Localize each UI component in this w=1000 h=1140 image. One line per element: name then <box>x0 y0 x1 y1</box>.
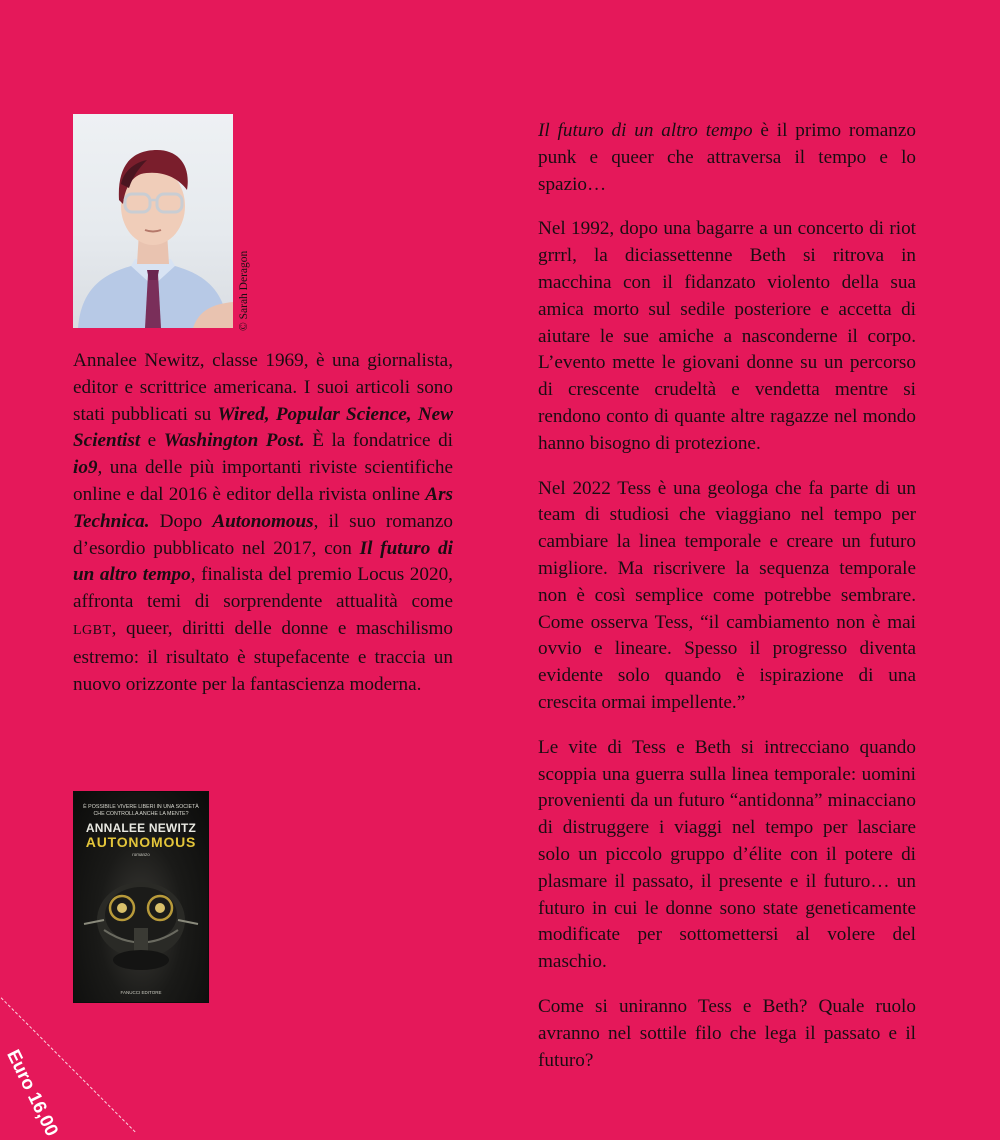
blurb-paragraph-1 <box>538 118 916 198</box>
cover-title: AUTONOMOUS <box>85 834 197 850</box>
bio-abbreviation: LGBT <box>73 622 112 638</box>
bio-text: Dopo <box>149 510 213 532</box>
photo-credit: © Sarah Deragon <box>238 250 250 331</box>
cover-author: ANNALEE NEWITZ <box>85 821 197 835</box>
cover-tag: romanzo <box>132 852 150 857</box>
cover-publisher: FANUCCI EDITORE <box>120 990 162 995</box>
book-blurb <box>538 118 916 1092</box>
bio-magazine-title: Ars Technica. <box>73 483 453 532</box>
bio-book-title: Autonomous <box>212 510 314 532</box>
cover-tagline: È POSSIBILE VIVERE LIBERI IN UNA SOCIETÀ CHE CONTROLLA ANCHE LA MENTE? <box>83 804 199 817</box>
blurb-paragraph-3: Nel 2022 Tess è una geologa che fa parte di un team di studiosi che viaggiano nel tempo per cambiare la linea temporale e creare un futuro migliore. Ma riscrivere la sequenza temporale non è così semplice come potrebbe sembrare. Come osserva Tess, “il cambiamento non è mai ovvio e lineare. Spesso il progresso diventa evidente solo quando è ispirazione di una crescita ormai impellente.” <box>538 477 916 713</box>
blurb-paragraph-2: Nel 1992, dopo una bagarre a un concerto di riot grrrl, la diciassettenne Beth si ritrova in macchina con il fidanzato violento della sua amica morto sul sedile posteriore e accetta di aiutare le sue amiche a nasconderne il corpo. L’evento mette le giovani donne su un percorso di crescente crudeltà e vendetta mentre si rendono conto di quante altre ragazze nel mondo hanno bisogno di protezione. <box>538 218 916 454</box>
bio-text: Annalee Newitz, classe 1969, è una giornalista, editor e scrittrice americana. I suoi articoli sono stati pubblicati su <box>73 350 453 425</box>
bio-text: e <box>140 430 164 452</box>
author-bio <box>73 348 453 698</box>
bio-text: , queer, diritti delle donne e maschilismo estremo: il risultato è stupefacente e traccia un nuovo orizzonte per la fantascienza moderna. <box>73 617 453 695</box>
author-photo <box>73 114 233 328</box>
blurb-paragraph-4: Le vite di Tess e Beth si intrecciano quando scoppia una guerra sulla linea temporale: uomini provenienti da un futuro “antidonna” minacciano di distruggere i viaggi nel tempo per lasciare solo un piccolo gruppo d’élite con il potere di plasmare il passato, il presente e il futuro… un futuro in cui le donne sono state geneticamente modificate per sottomettersi al volere del maschio. <box>538 736 916 973</box>
author-bio-paragraph <box>73 348 453 698</box>
bio-site-name: io9 <box>73 457 98 479</box>
bio-text: , una delle più importanti riviste scientifiche online e dal 2016 è editor della rivista online <box>73 457 453 505</box>
bio-magazine-title: Washington Post. <box>163 430 305 452</box>
bio-text: , il suo romanzo d’esordio pubblicato nel 2017, con <box>73 510 454 559</box>
bio-magazine-titles: Wired, Popular Science, New Scientist <box>73 403 453 452</box>
autonomous-book-cover <box>73 791 209 1003</box>
blurb-text: è il primo romanzo punk e queer che attraversa il tempo e lo spazio… <box>538 120 917 195</box>
blurb-book-title: Il futuro di un altro tempo <box>538 120 753 141</box>
bio-book-title: Il futuro di un altro tempo <box>73 537 453 586</box>
bio-text: , finalista del premio Locus 2020, affronta temi di sorprendente attualità come <box>73 564 453 613</box>
bio-text: È la fondatrice di <box>304 430 454 452</box>
cover-robot-illustration <box>74 860 208 990</box>
author-portrait-image <box>73 114 233 328</box>
blurb-paragraph-5: Come si uniranno Tess e Beth? Quale ruolo avranno nel sottile filo che lega il passato e il futuro? <box>538 995 916 1071</box>
price-label: Euro 16,00 <box>3 1046 64 1140</box>
